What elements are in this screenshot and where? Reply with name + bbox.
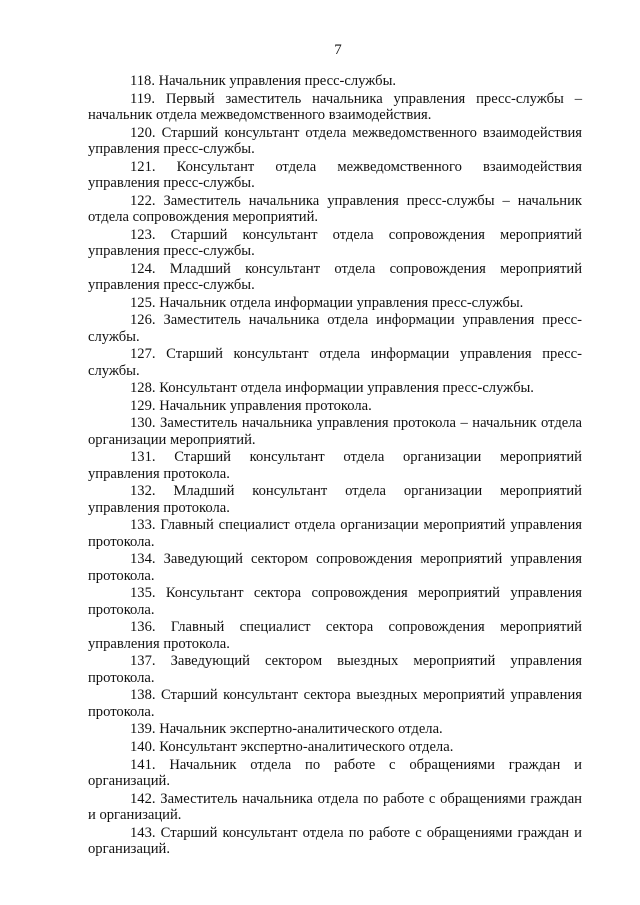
list-item: 133. Главный специалист отдела организации мероприятий управления протокола. (88, 517, 582, 550)
list-item: 125. Начальник отдела информации управления пресс-службы. (130, 294, 524, 311)
list-item: 132. Младший консультант отдела организации мероприятий управления протокола. (88, 483, 582, 516)
list-item: 129. Начальник управления протокола. (130, 397, 372, 414)
list-item: 127. Старший консультант отдела информации управления пресс-службы. (88, 346, 582, 379)
list-item: 135. Консультант сектора сопровождения мероприятий управления протокола. (88, 585, 582, 618)
list-item: 123. Старший консультант отдела сопровождения мероприятий управления пресс-службы. (88, 226, 582, 259)
list-item: 136. Главный специалист сектора сопровождения мероприятий управления протокола. (88, 619, 582, 652)
list-item: 142. Заместитель начальника отдела по работе с обращениями граждан и организаций. (88, 790, 582, 823)
list-item: 121. Консультант отдела межведомственного взаимодействия управления пресс-службы. (88, 158, 582, 191)
list-item: 134. Заведующий сектором сопровождения мероприятий управления протокола. (88, 551, 582, 584)
list-item: 118. Начальник управления пресс-службы. (130, 73, 397, 89)
list-item: 141. Начальник отдела по работе с обращениями граждан и организаций. (88, 756, 582, 789)
list-item: 139. Начальник экспертно-аналитического отдела. (130, 721, 443, 738)
list-item: 120. Старший консультант отдела межведомственного взаимодействия управления пресс-службы. (88, 124, 582, 157)
list-item: 143. Старший консультант отдела по работе с обращениями граждан и организаций. (88, 824, 582, 857)
list-item: 122. Заместитель начальника управления пресс-службы – начальник отдела сопровождения мероприятий. (88, 192, 582, 225)
list-item: 138. Старший консультант сектора выездных мероприятий управления протокола. (88, 687, 582, 720)
list-item: 124. Младший консультант отдела сопровождения мероприятий управления пресс-службы. (88, 260, 582, 293)
list-item: 140. Консультант экспертно-аналитического отдела. (130, 738, 454, 755)
list-item: 119. Первый заместитель начальника управления пресс-службы – начальник отдела межведомственного взаимодействия. (88, 90, 582, 123)
list-item: 137. Заведующий сектором выездных мероприятий управления протокола. (88, 653, 582, 686)
list-item: 131. Старший консультант отдела организации мероприятий управления протокола. (88, 449, 582, 482)
list-item: 126. Заместитель начальника отдела информации управления пресс-службы. (88, 312, 582, 345)
list-item: 130. Заместитель начальника управления протокола – начальник отдела организации мероприятий. (88, 415, 582, 448)
list-item: 128. Консультант отдела информации управления пресс-службы. (130, 380, 534, 397)
page-number: 7 (334, 42, 342, 58)
position-list (88, 73, 582, 859)
